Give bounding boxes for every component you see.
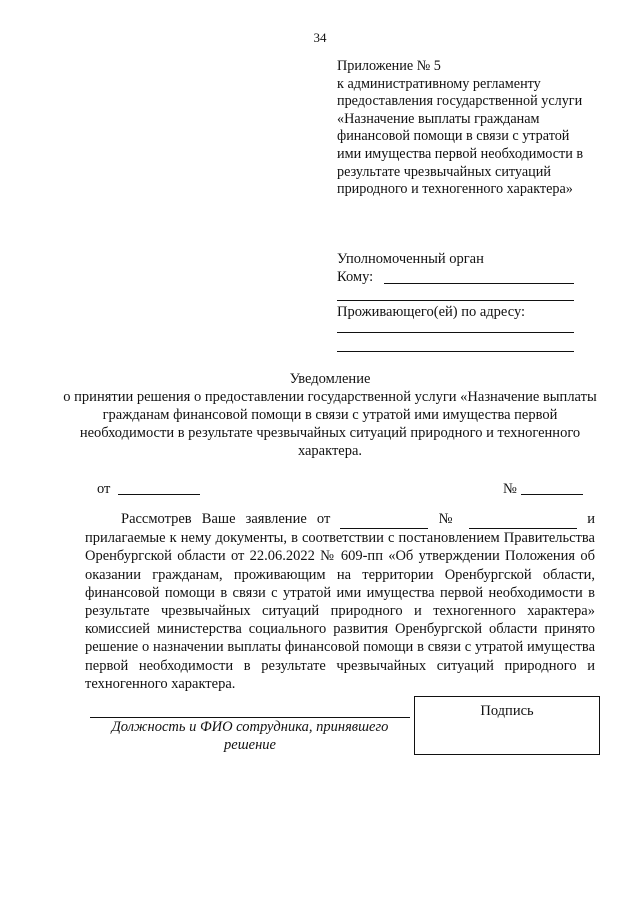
- authority-label: Уполномоченный орган: [337, 251, 484, 267]
- body-intro: Рассмотрев Ваше заявление от: [121, 511, 331, 527]
- signature-box[interactable]: [414, 696, 600, 755]
- appendix-text: к административному регламенту предоставления государственной услуги «Назначение выплаты гражданам финансовой помощи в связи с утратой ими имущества первой необходимости в результате чрезвычайных ситуаций природного и техногенного характера»: [337, 75, 584, 198]
- to-blank-line-2[interactable]: [337, 300, 574, 301]
- signature-caption: Должность и ФИО сотрудника, принявшего решение: [111, 719, 389, 753]
- notice-title: Уведомление: [289, 371, 371, 387]
- body-conj: и: [587, 511, 596, 527]
- page-number: 34: [313, 30, 327, 45]
- recipient-block: [337, 250, 597, 286]
- notice-subtitle: о принятии решения о предоставлении государственной услуги «Назначение выплаты гражданам финансовой помощи в связи с утратой ими имущества первой необходимости в результате чрезвычайных ситуаций природного и техногенного характера.: [63, 389, 597, 459]
- to-blank-line[interactable]: [384, 283, 574, 284]
- to-label: Кому:: [337, 269, 374, 285]
- body-first-line: [85, 510, 595, 529]
- appendix-block: [337, 58, 597, 199]
- from-date-blank[interactable]: [118, 494, 200, 495]
- address-blank-line-2[interactable]: [337, 351, 574, 352]
- application-number-blank[interactable]: [469, 510, 577, 529]
- notice-title-block: [60, 370, 600, 460]
- signature-box-label: Подпись: [480, 703, 534, 719]
- address-label: Проживающего(ей) по адресу:: [337, 304, 526, 320]
- body-number-label: №: [438, 511, 459, 527]
- address-block: [337, 303, 597, 321]
- number-label: №: [503, 481, 517, 497]
- number-blank[interactable]: [521, 494, 583, 495]
- application-date-blank[interactable]: [340, 510, 428, 529]
- body-paragraph: [85, 510, 595, 693]
- address-blank-line-1[interactable]: [337, 332, 574, 333]
- body-text: прилагаемые к нему документы, в соответствии с постановлением Правительства Оренбургской области от 22.06.2022 № 609-пп «Об утверждении Положения об оказании гражданам, проживающим на территории Оренбургской области, финансовой помощи в связи с утратой ими имущества первой необходимости в результате чрезвычайных ситуаций природного и техногенного характера» комиссией министерства социального развития Оренбургской области принято решение о назначении выплаты финансовой помощи в связи с утратой имущества первой необходимости в результате чрезвычайных ситуаций природного и техногенного характера.: [85, 530, 595, 692]
- appendix-heading: Приложение № 5: [337, 58, 441, 74]
- from-label: от: [97, 481, 111, 497]
